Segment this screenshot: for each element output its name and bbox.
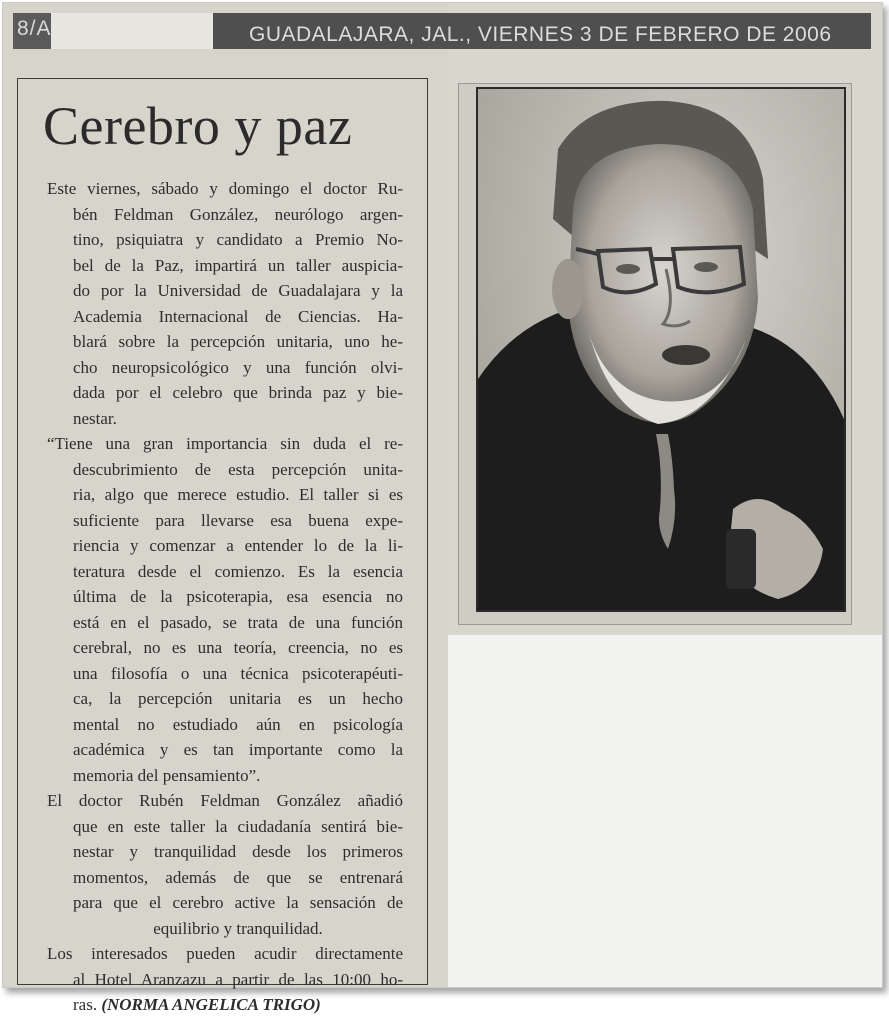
- body-line: ca, la percepción unitaria es un hecho: [73, 689, 403, 708]
- body-line: Los interesados pueden acudir directamente: [47, 944, 403, 963]
- body-line: ria, algo que merece estudio. El taller si es: [73, 485, 403, 504]
- body-line: al Hotel Aranzazu a partir de las 10:00 ho-: [73, 969, 403, 989]
- body-line: Academia Internacional de Ciencias. Ha-: [73, 306, 403, 326]
- body-line: memoria del pensamiento”.: [73, 765, 261, 785]
- mouth: [662, 345, 710, 365]
- body-line: do por la Universidad de Guadalajara y la: [73, 281, 403, 300]
- body-line: riencia y comenzar a entender lo de la li-: [73, 536, 403, 555]
- body-line: que en este taller la ciudadanía sentirá bie-: [73, 816, 403, 836]
- right-eye: [694, 262, 718, 272]
- body-line: académica y es tan importante como la: [73, 740, 403, 759]
- body-line: teratura desde el comienzo. Es la esencia: [73, 561, 403, 581]
- newspaper-clipping: [3, 3, 882, 1014]
- body-line: suficiente para llevarse esa buena expe-: [73, 510, 403, 530]
- body-line: nestar y tranquilidad desde los primeros: [73, 842, 403, 861]
- body-line: descubrimiento de esta percepción unita-: [73, 459, 403, 479]
- body-line: cerebral, no es una teoría, creencia, no es: [73, 638, 403, 657]
- page-number: 8/A: [17, 17, 52, 40]
- article-body: [47, 176, 403, 1018]
- newspaper-clipping-frame: [2, 2, 883, 1014]
- body-line: bel de la Paz, impartirá un taller auspicia-: [73, 255, 403, 275]
- microphone: [726, 529, 756, 589]
- body-line: última de la psicoterapia, esa esencia no: [73, 587, 403, 606]
- ear: [552, 259, 584, 319]
- body-line: para que el cerebro active la sensación de: [73, 893, 403, 912]
- body-line: Este viernes, sábado y domingo el doctor Ru-: [47, 179, 403, 198]
- body-line: equilibrio y tranquilidad.: [153, 918, 323, 938]
- body-line: blará sobre la percepción unitaria, uno he-: [73, 332, 403, 351]
- headline: Cerebro y paz: [43, 96, 353, 156]
- body-line: nestar.: [73, 408, 117, 428]
- left-eye: [616, 264, 640, 274]
- byline: (NORMA ANGELICA TRIGO): [101, 995, 321, 1014]
- body-line: cho neuropsicológico y una función olvi-: [73, 357, 403, 377]
- body-line: bén Feldman González, neurólogo argen-: [73, 204, 403, 224]
- dateline: GUADALAJARA, JAL., VIERNES 3 DE FEBRERO DE 2006: [249, 23, 832, 46]
- body-line: momentos, además de que se entrenará: [73, 867, 403, 887]
- body-line-with-byline: [47, 992, 403, 1018]
- body-line: “Tiene una gran importancia sin duda el re-: [47, 434, 403, 453]
- body-line-end: ras.: [73, 995, 98, 1014]
- body-line: mental no estudiado aún en psicología: [73, 714, 403, 734]
- body-line: El doctor Rubén Feldman González añadió: [47, 791, 403, 810]
- portrait-illustration: [478, 89, 844, 610]
- portrait-photo: [476, 87, 846, 612]
- body-line: está en el pasado, se trata de una función: [73, 612, 403, 632]
- body-line: dada por el celebro que brinda paz y bie-: [73, 383, 403, 402]
- body-line: una filosofía o una técnica psicoterapéuti-: [73, 663, 403, 683]
- body-line: tino, psiquiatra y candidato a Premio No-: [73, 230, 403, 249]
